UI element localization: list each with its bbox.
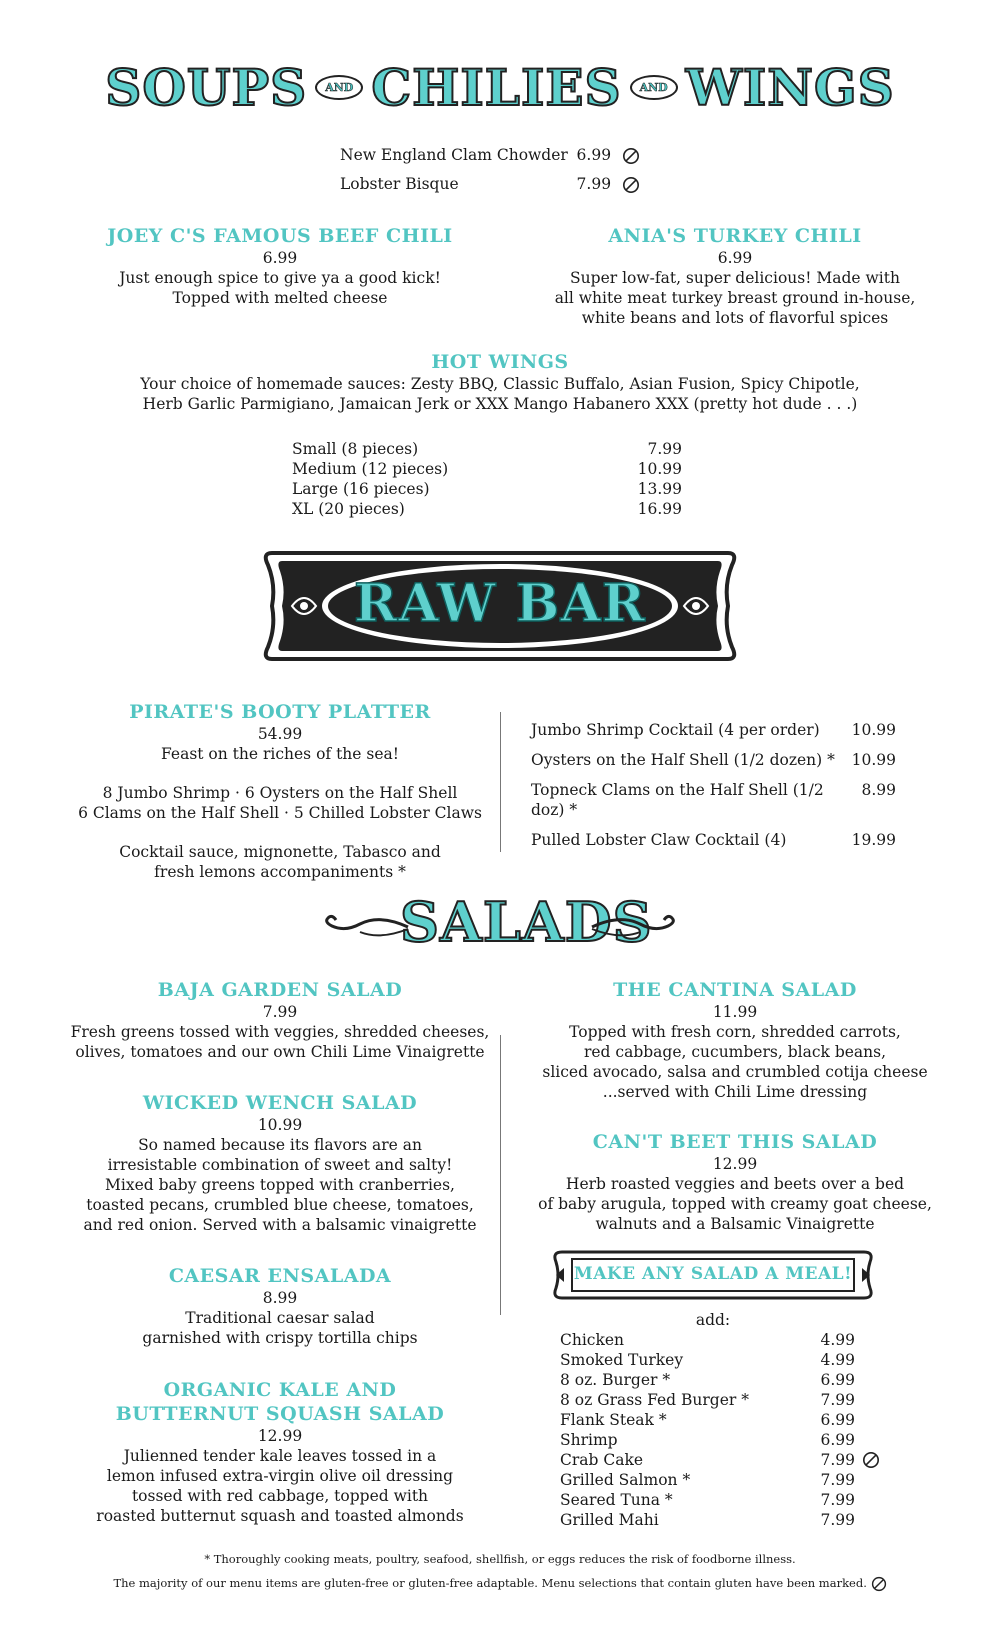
item-title: WICKED WENCH SALAD xyxy=(142,1092,418,1114)
item-description: So named because its flavors are an xyxy=(138,1136,422,1154)
list-item xyxy=(560,1470,855,1490)
column-divider xyxy=(500,1035,501,1315)
item-price: 54.99 xyxy=(257,725,303,743)
menu-item-baja-salad xyxy=(60,978,500,1062)
size-name: Medium (12 pieces) xyxy=(292,460,449,478)
title-word-chilies: CHILIES xyxy=(371,57,622,117)
item-title: ANIA'S TURKEY CHILI xyxy=(608,225,862,247)
item-description: ...served with Chili Lime dressing xyxy=(602,1083,868,1101)
addon-name: Seared Tuna * xyxy=(560,1491,673,1509)
addon-price: 4.99 xyxy=(820,1331,855,1349)
item-description: lemon infused extra-virgin olive oil dressing xyxy=(106,1467,454,1485)
soup-price: 7.99 xyxy=(576,175,612,193)
item-description: irresistable combination of sweet and salty! xyxy=(107,1156,453,1174)
addon-name: Shrimp xyxy=(560,1431,618,1449)
addon-name: Grilled Mahi xyxy=(560,1511,659,1529)
item-description: Topped with melted cheese xyxy=(172,289,388,307)
item-description: fresh lemons accompaniments * xyxy=(154,863,406,881)
item-description: toasted pecans, crumbled blue cheese, tomatoes, xyxy=(86,1196,474,1214)
size-price: 10.99 xyxy=(637,460,682,478)
raw-item-name: Oysters on the Half Shell (1/2 dozen) * xyxy=(531,751,835,769)
meal-banner xyxy=(548,1248,878,1302)
raw-bar-banner xyxy=(262,545,738,667)
and-badge: AND xyxy=(630,75,678,100)
item-description: Mixed baby greens topped with cranberries, xyxy=(105,1176,455,1194)
menu-item-caesar-salad xyxy=(60,1264,500,1348)
addon-price: 7.99 xyxy=(820,1451,855,1469)
item-title: PIRATE'S BOOTY PLATTER xyxy=(129,701,431,723)
salads-title-block xyxy=(320,890,680,960)
item-title: THE CANTINA SALAD xyxy=(613,979,857,1001)
menu-item-beet-salad xyxy=(515,1130,955,1234)
raw-item-name: Jumbo Shrimp Cocktail (4 per order) xyxy=(531,721,820,739)
addon-price: 6.99 xyxy=(820,1411,855,1429)
menu-item-wicked-wench-salad xyxy=(60,1091,500,1235)
meal-addon-list xyxy=(560,1330,855,1530)
item-title: CAN'T BEET THIS SALAD xyxy=(592,1131,878,1153)
item-price: 8.99 xyxy=(262,1289,298,1307)
list-item xyxy=(531,830,896,850)
addon-name: Flank Steak * xyxy=(560,1411,667,1429)
addon-name: 8 oz. Burger * xyxy=(560,1371,671,1389)
soup-name: New England Clam Chowder xyxy=(340,146,568,164)
list-item xyxy=(560,1430,855,1450)
size-name: XL (20 pieces) xyxy=(292,500,405,518)
gluten-icon xyxy=(622,176,640,194)
list-item xyxy=(560,1390,855,1410)
raw-bar-list xyxy=(531,720,896,850)
item-description: all white meat turkey breast ground in-house, xyxy=(554,289,916,307)
addon-price: 7.99 xyxy=(820,1491,855,1509)
list-item xyxy=(292,499,682,519)
item-description: 8 Jumbo Shrimp · 6 Oysters on the Half Shell xyxy=(102,784,458,802)
and-badge: AND xyxy=(315,75,363,100)
footer-disclaimer: * Thoroughly cooking meats, poultry, seafood, shellfish, or eggs reduces the risk of foodborne illness. xyxy=(204,1552,796,1566)
menu-item-cantina-salad xyxy=(515,978,955,1102)
item-description: Herb roasted veggies and beets over a bed xyxy=(565,1175,905,1193)
addon-name: Crab Cake xyxy=(560,1451,644,1469)
item-description: sliced avocado, salsa and crumbled cotija cheese xyxy=(542,1063,928,1081)
footer-gluten-note xyxy=(40,1576,960,1592)
addon-price: 7.99 xyxy=(820,1391,855,1409)
menu-item-platter xyxy=(60,700,500,882)
addon-name: Grilled Salmon * xyxy=(560,1471,691,1489)
size-name: Small (8 pieces) xyxy=(292,440,419,458)
item-description: Super low-fat, super delicious! Made with xyxy=(570,269,900,287)
gluten-icon xyxy=(871,1576,887,1592)
gluten-icon xyxy=(622,147,640,165)
item-description: Cocktail sauce, mignonette, Tabasco and xyxy=(119,843,441,861)
item-description: and red onion. Served with a balsamic vinaigrette xyxy=(83,1216,477,1234)
item-price: 11.99 xyxy=(712,1003,758,1021)
item-price: 6.99 xyxy=(262,249,298,267)
item-description: white beans and lots of flavorful spices xyxy=(581,309,889,327)
item-title: BAJA GARDEN SALAD xyxy=(157,979,403,1001)
raw-item-price: 8.99 xyxy=(861,781,896,799)
flourish-left-icon xyxy=(320,912,410,942)
list-item xyxy=(560,1510,855,1530)
item-description: Herb Garlic Parmigiano, Jamaican Jerk or XXX Mango Habanero XXX (pretty hot dude . . .) xyxy=(142,395,858,413)
list-item xyxy=(531,720,896,740)
item-price: 12.99 xyxy=(257,1427,303,1445)
list-item xyxy=(560,1370,855,1390)
flourish-right-icon xyxy=(590,912,680,942)
item-title: BUTTERNUT SQUASH SALAD xyxy=(115,1403,445,1425)
list-item xyxy=(292,439,682,459)
soup-item xyxy=(340,145,640,165)
item-price: 7.99 xyxy=(262,1003,298,1021)
menu-item-kale-salad xyxy=(60,1378,500,1526)
addon-price: 7.99 xyxy=(820,1511,855,1529)
addon-name: Smoked Turkey xyxy=(560,1351,684,1369)
addon-price: 7.99 xyxy=(820,1471,855,1489)
addon-price: 4.99 xyxy=(820,1351,855,1369)
section-title-soups-chilies-wings xyxy=(105,52,895,122)
title-word-wings: WINGS xyxy=(685,57,895,117)
list-item xyxy=(531,750,896,770)
meal-title: MAKE ANY SALAD A MEAL! xyxy=(573,1264,853,1284)
addon-name: Chicken xyxy=(560,1331,625,1349)
size-price: 16.99 xyxy=(637,500,682,518)
item-description: walnuts and a Balsamic Vinaigrette xyxy=(595,1215,875,1233)
list-item xyxy=(560,1330,855,1350)
raw-item-name: Topneck Clams on the Half Shell (1/2 doz) * xyxy=(531,781,824,819)
item-title: HOT WINGS xyxy=(431,351,569,373)
item-description: Julienned tender kale leaves tossed in a xyxy=(123,1447,437,1465)
item-description: of baby arugula, topped with creamy goat cheese, xyxy=(538,1195,932,1213)
raw-item-price: 10.99 xyxy=(851,751,896,769)
list-item xyxy=(292,479,682,499)
list-item xyxy=(560,1450,855,1470)
item-description: Traditional caesar salad xyxy=(185,1309,375,1327)
list-item xyxy=(560,1350,855,1370)
menu-item-beef-chili xyxy=(60,224,500,308)
item-price: 6.99 xyxy=(717,249,753,267)
soup-name: Lobster Bisque xyxy=(340,175,459,193)
item-description: olives, tomatoes and our own Chili Lime Vinaigrette xyxy=(75,1043,485,1061)
gluten-icon xyxy=(862,1451,880,1469)
item-description: Fresh greens tossed with veggies, shredded cheeses, xyxy=(70,1023,490,1041)
item-title: JOEY C'S FAMOUS BEEF CHILI xyxy=(107,225,453,247)
soup-item xyxy=(340,174,640,194)
item-description: Your choice of homemade sauces: Zesty BBQ, Classic Buffalo, Asian Fusion, Spicy Chipotle, xyxy=(140,375,860,393)
raw-bar-title: RAW BAR xyxy=(354,573,646,634)
list-item xyxy=(531,780,896,820)
addon-price: 6.99 xyxy=(820,1431,855,1449)
column-divider xyxy=(500,712,501,852)
addon-name: 8 oz Grass Fed Burger * xyxy=(560,1391,749,1409)
item-title: CAESAR ENSALADA xyxy=(168,1265,392,1287)
gluten-note-text: The majority of our menu items are gluten-free or gluten-free adaptable. Menu selections that contain gluten have been marked. xyxy=(113,1576,867,1590)
raw-item-price: 10.99 xyxy=(851,721,896,739)
size-price: 7.99 xyxy=(647,440,682,458)
soup-price: 6.99 xyxy=(576,146,612,164)
add-label: add: xyxy=(695,1311,731,1329)
list-item xyxy=(560,1410,855,1430)
item-description: tossed with red cabbage, topped with xyxy=(131,1487,429,1505)
item-tagline: Feast on the riches of the sea! xyxy=(161,745,399,763)
list-item xyxy=(292,459,682,479)
item-description: garnished with crispy tortilla chips xyxy=(142,1329,418,1347)
raw-item-name: Pulled Lobster Claw Cocktail (4) xyxy=(531,831,787,849)
salads-title: SALADS xyxy=(400,890,653,954)
item-description: Just enough spice to give ya a good kick! xyxy=(119,269,441,287)
item-description: roasted butternut squash and toasted almonds xyxy=(96,1507,464,1525)
addon-price: 6.99 xyxy=(820,1371,855,1389)
item-price: 10.99 xyxy=(257,1116,303,1134)
item-description: 6 Clams on the Half Shell · 5 Chilled Lobster Claws xyxy=(78,804,482,822)
wings-size-list xyxy=(292,439,682,519)
item-description: Topped with fresh corn, shredded carrots, xyxy=(569,1023,901,1041)
title-word-soups: SOUPS xyxy=(105,57,308,117)
menu-item-hot-wings xyxy=(80,350,920,414)
item-title: ORGANIC KALE AND xyxy=(163,1379,397,1401)
list-item xyxy=(560,1490,855,1510)
item-description: red cabbage, cucumbers, black beans, xyxy=(583,1043,887,1061)
size-price: 13.99 xyxy=(637,480,682,498)
item-price: 12.99 xyxy=(712,1155,758,1173)
size-name: Large (16 pieces) xyxy=(292,480,430,498)
menu-item-turkey-chili xyxy=(515,224,955,328)
raw-item-price: 19.99 xyxy=(851,831,896,849)
